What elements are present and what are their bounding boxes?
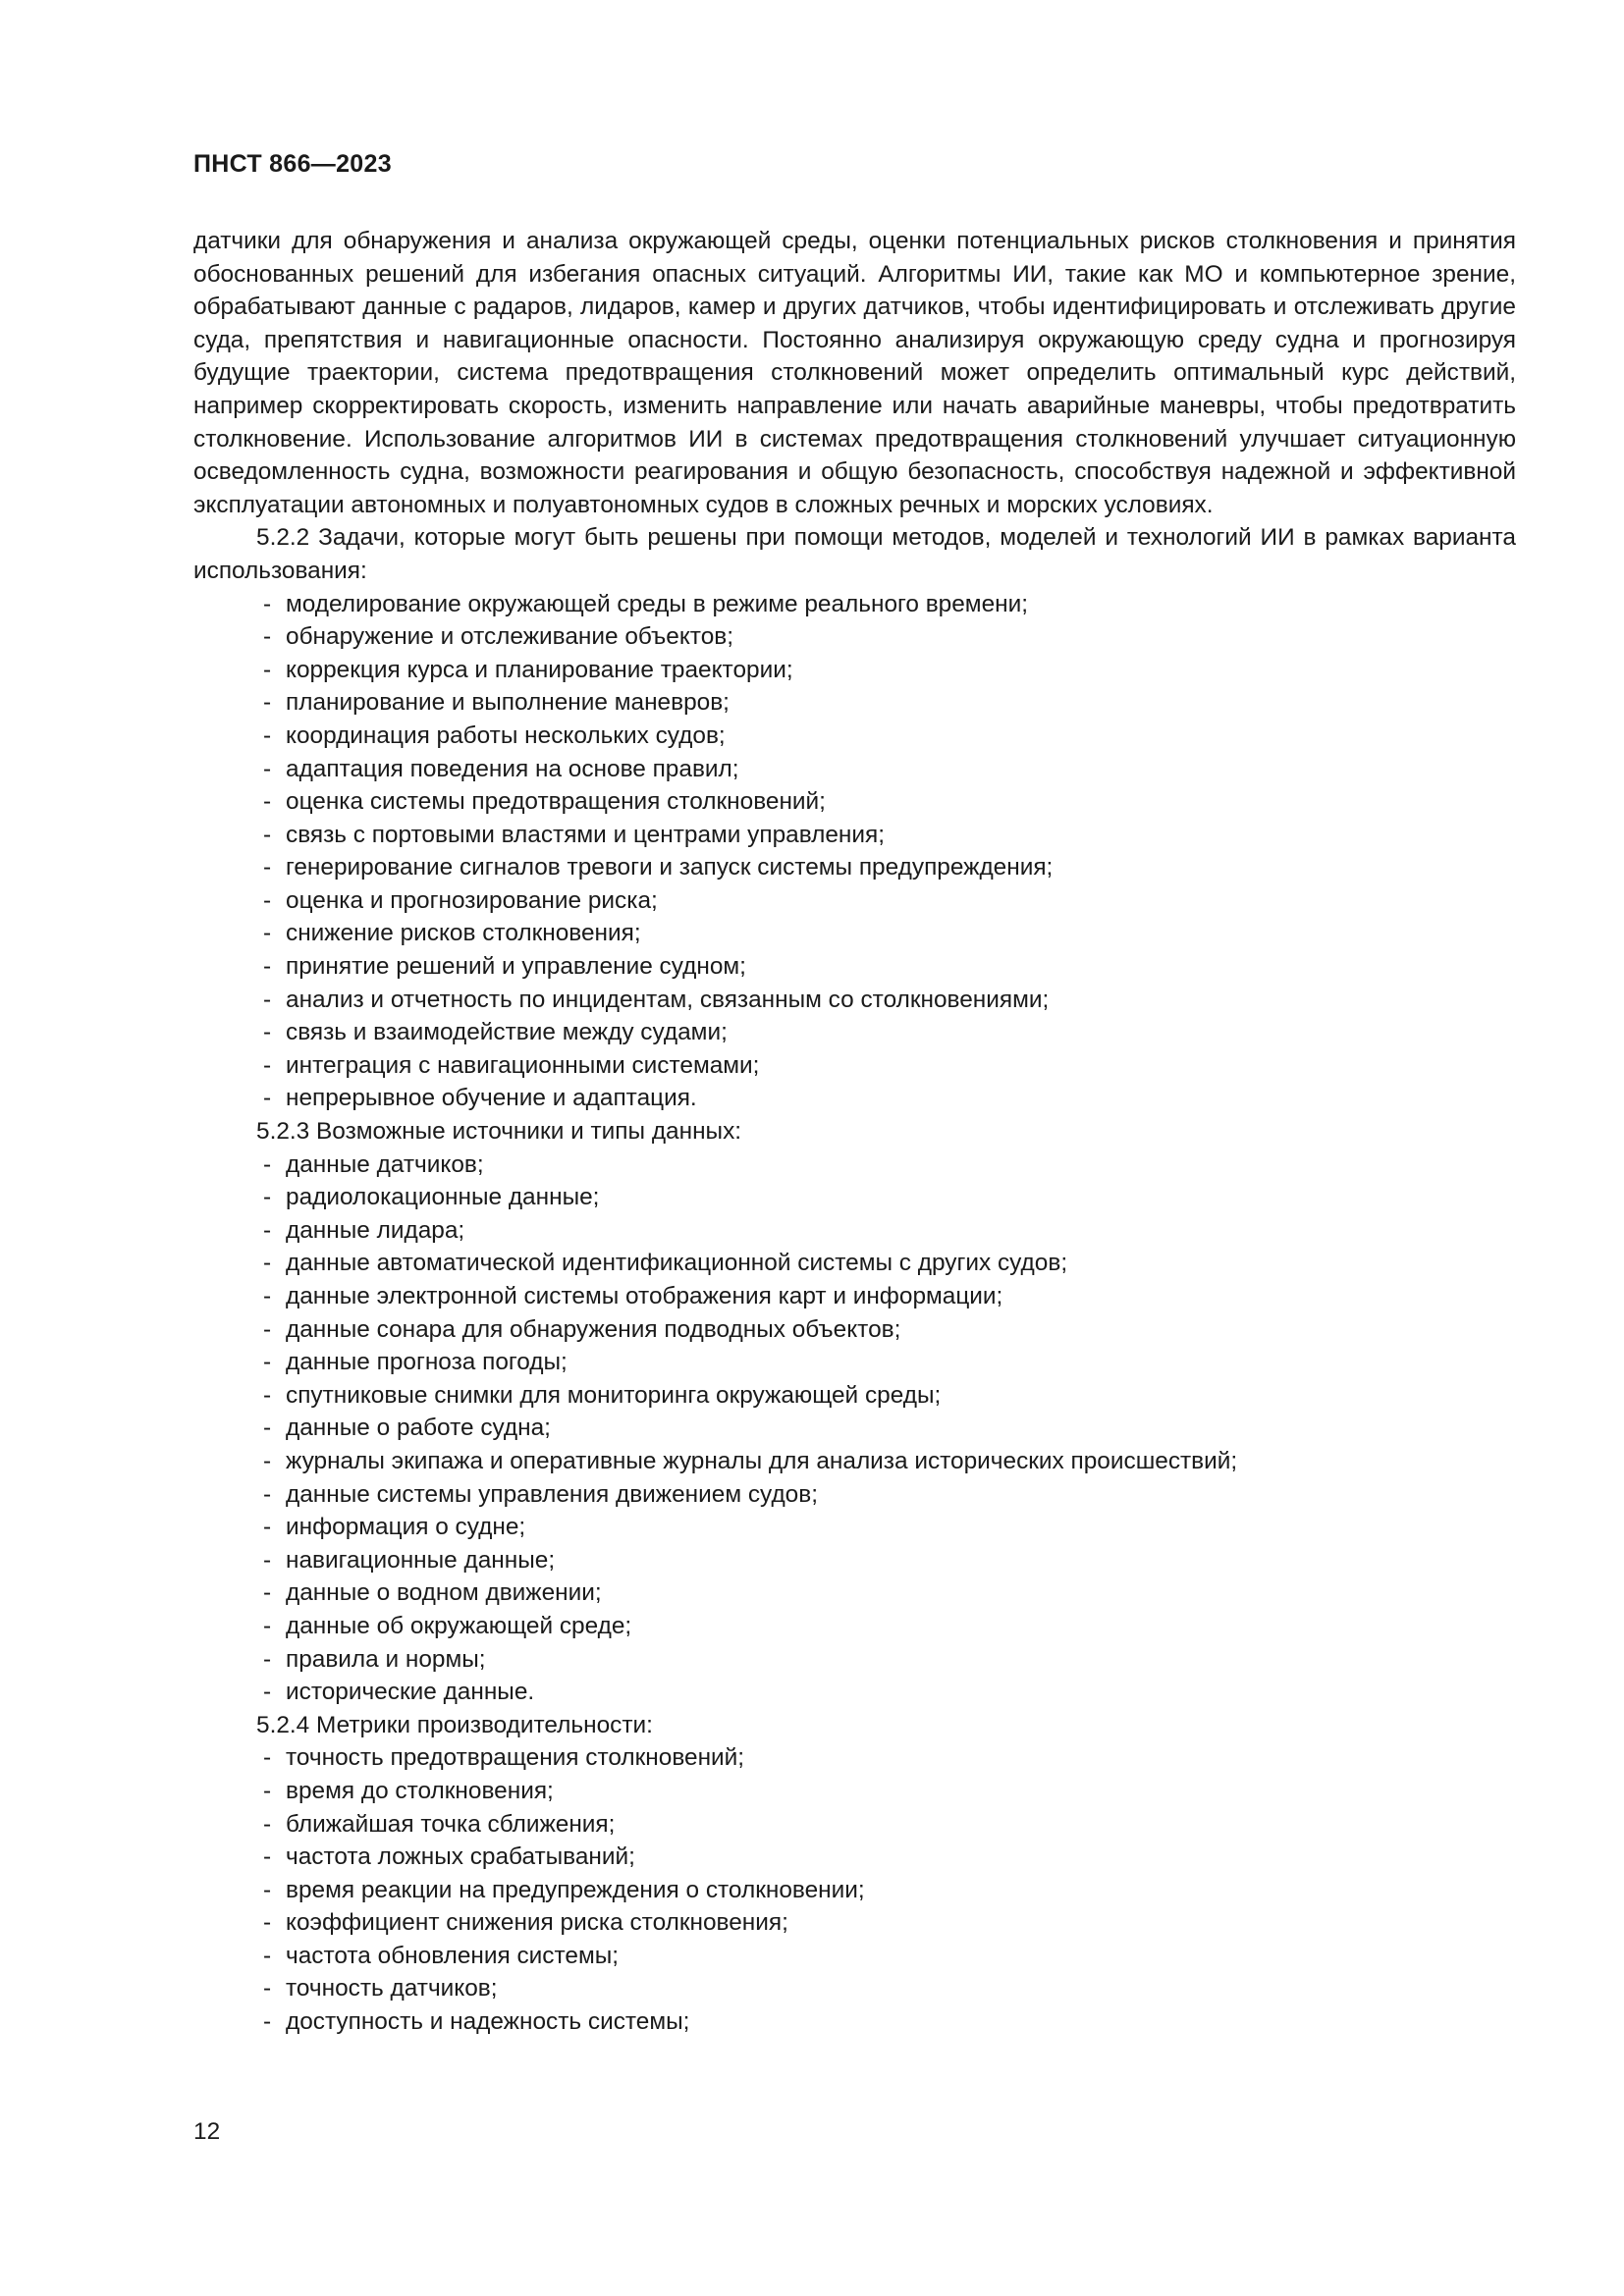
list-item: - данные датчиков; <box>193 1148 1516 1182</box>
tasks-list <box>193 588 1516 1116</box>
list-item: - частота обновления системы; <box>193 1940 1516 1973</box>
list-item: - данные автоматической идентификационной системы с других судов; <box>193 1247 1516 1280</box>
list-item: - правила и нормы; <box>193 1643 1516 1677</box>
list-item: - информация о судне; <box>193 1511 1516 1544</box>
page-number: 12 <box>193 2118 221 2145</box>
list-item: - анализ и отчетность по инцидентам, связанным со столкновениями; <box>193 984 1516 1017</box>
data-sources-list <box>193 1148 1516 1709</box>
section-heading-5-2-4: 5.2.4 Метрики производительности: <box>256 1711 653 1738</box>
list-item: - данные прогноза погоды; <box>193 1346 1516 1379</box>
list-item: - доступность и надежность системы; <box>193 2005 1516 2039</box>
list-item: - принятие решений и управление судном; <box>193 950 1516 984</box>
list-item: - спутниковые снимки для мониторинга окружающей среды; <box>193 1379 1516 1413</box>
list-item: - коэффициент снижения риска столкновения; <box>193 1906 1516 1940</box>
list-item: - коррекция курса и планирование траектории; <box>193 654 1516 687</box>
list-item: - генерирование сигналов тревоги и запуск системы предупреждения; <box>193 851 1516 884</box>
list-item: - данные системы управления движением судов; <box>193 1478 1516 1512</box>
list-item: - точность предотвращения столкновений; <box>193 1741 1516 1775</box>
intro-paragraph: датчики для обнаружения и анализа окружающей среды, оценки потенциальных рисков столкновения и принятия обоснованных решений для избегания опасных ситуаций. Алгоритмы ИИ, такие как МО и компьютерное зрение, обрабатывают данные с радаров, лидаров, камер и других датчиков, чтобы идентифицировать и отслеживать другие суда, препятствия и навигационные опасности. Постоянно анализируя окружающую среду судна и прогнозируя будущие траектории, система предотвращения столкновений может определить оптимальный курс действий, например скорректировать скорость, изменить направление или начать аварийные маневры, чтобы предотвратить столкновение. Использование алгоритмов ИИ в системах предотвращения столкновений улучшает ситуационную осведомленность судна, возможности реагирования и общую безопасность, способствуя надежной и эффективной эксплуатации автономных и полуавтономных судов в сложных речных и морских условиях. <box>193 228 1516 518</box>
page-body <box>193 225 1516 2039</box>
list-item: - частота ложных срабатываний; <box>193 1841 1516 1874</box>
list-item: - исторические данные. <box>193 1676 1516 1709</box>
list-item: - связь с портовыми властями и центрами управления; <box>193 819 1516 852</box>
section-heading-5-2-3: 5.2.3 Возможные источники и типы данных: <box>256 1118 742 1146</box>
list-item: - планирование и выполнение маневров; <box>193 686 1516 720</box>
section-heading-5-2-2: 5.2.2 Задачи, которые могут быть решены при помощи методов, моделей и технологий ИИ в рамках варианта использования: <box>193 524 1516 584</box>
list-item: - данные лидара; <box>193 1214 1516 1248</box>
list-item: - время до столкновения; <box>193 1775 1516 1808</box>
list-item: - навигационные данные; <box>193 1544 1516 1577</box>
list-item: - связь и взаимодействие между судами; <box>193 1016 1516 1049</box>
list-item: - радиолокационные данные; <box>193 1181 1516 1214</box>
document-code: ПНСТ 866—2023 <box>193 150 392 178</box>
list-item: - интеграция с навигационными системами; <box>193 1049 1516 1083</box>
list-item: - снижение рисков столкновения; <box>193 917 1516 950</box>
list-item: - координация работы нескольких судов; <box>193 720 1516 753</box>
list-item: - адаптация поведения на основе правил; <box>193 753 1516 786</box>
list-item: - оценка и прогнозирование риска; <box>193 884 1516 918</box>
list-item: - непрерывное обучение и адаптация. <box>193 1082 1516 1115</box>
list-item: - моделирование окружающей среды в режиме реального времени; <box>193 588 1516 621</box>
list-item: - журналы экипажа и оперативные журналы для анализа исторических происшествий; <box>193 1445 1516 1478</box>
list-item: - точность датчиков; <box>193 1972 1516 2005</box>
list-item: - обнаружение и отслеживание объектов; <box>193 620 1516 654</box>
list-item: - ближайшая точка сближения; <box>193 1808 1516 1842</box>
metrics-list <box>193 1741 1516 2038</box>
list-item: - данные электронной системы отображения карт и информации; <box>193 1280 1516 1313</box>
list-item: - оценка системы предотвращения столкновений; <box>193 785 1516 819</box>
list-item: - время реакции на предупреждения о столкновении; <box>193 1874 1516 1907</box>
list-item: - данные об окружающей среде; <box>193 1610 1516 1643</box>
list-item: - данные о работе судна; <box>193 1412 1516 1445</box>
list-item: - данные сонара для обнаружения подводных объектов; <box>193 1313 1516 1347</box>
list-item: - данные о водном движении; <box>193 1576 1516 1610</box>
